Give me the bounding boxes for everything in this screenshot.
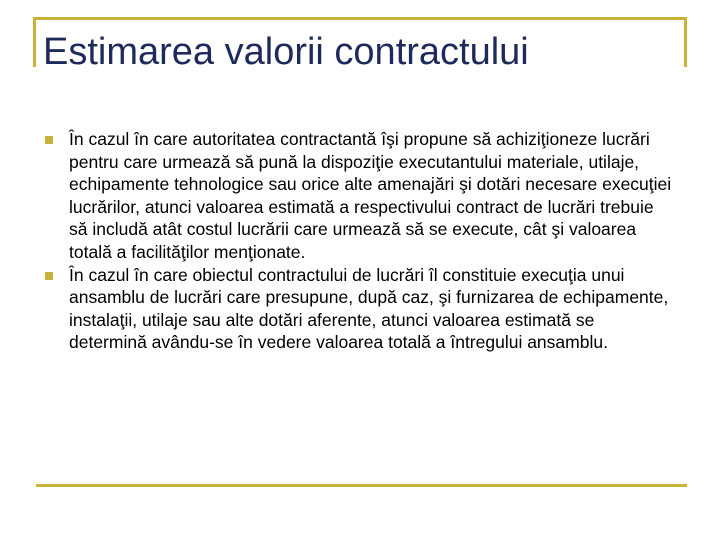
frame-left-line: [33, 17, 36, 67]
bullet-item: [45, 264, 675, 354]
slide-title: Estimarea valorii contractului: [43, 31, 529, 73]
square-bullet-icon: [45, 272, 53, 280]
square-bullet-icon: [45, 136, 53, 144]
bullet-list: [45, 128, 675, 354]
frame-bottom-line: [36, 484, 687, 487]
bullet-text: În cazul în care obiectul contractului de lucrări îl constituie execuţia unui ansamblu de lucrări care presupune, după caz, şi furnizarea de echipamente, instalaţii, utilaje sau alte dotări aferente, atunci valoarea estimată se determină avându-se în vedere valoarea totală a întregului ansamblu.: [69, 264, 669, 353]
bullet-text: În cazul în care autoritatea contractantă îşi propune să achiziţioneze lucrări pentru care urmează să pună la dispoziţie executantului materiale, utilaje, echipamente tehnologice sau orice alte amenajări şi dotări necesare execuţiei lucrărilor, atunci valoarea estimată a respectivului contract de lucrări trebuie să includă atât costul lucrării care urmează să se execute, cât şi valoarea totală a facilităţilor menţionate.: [69, 129, 672, 262]
frame-top-line: [33, 17, 687, 20]
bullet-item: [45, 128, 675, 264]
frame-right-line: [684, 17, 687, 67]
